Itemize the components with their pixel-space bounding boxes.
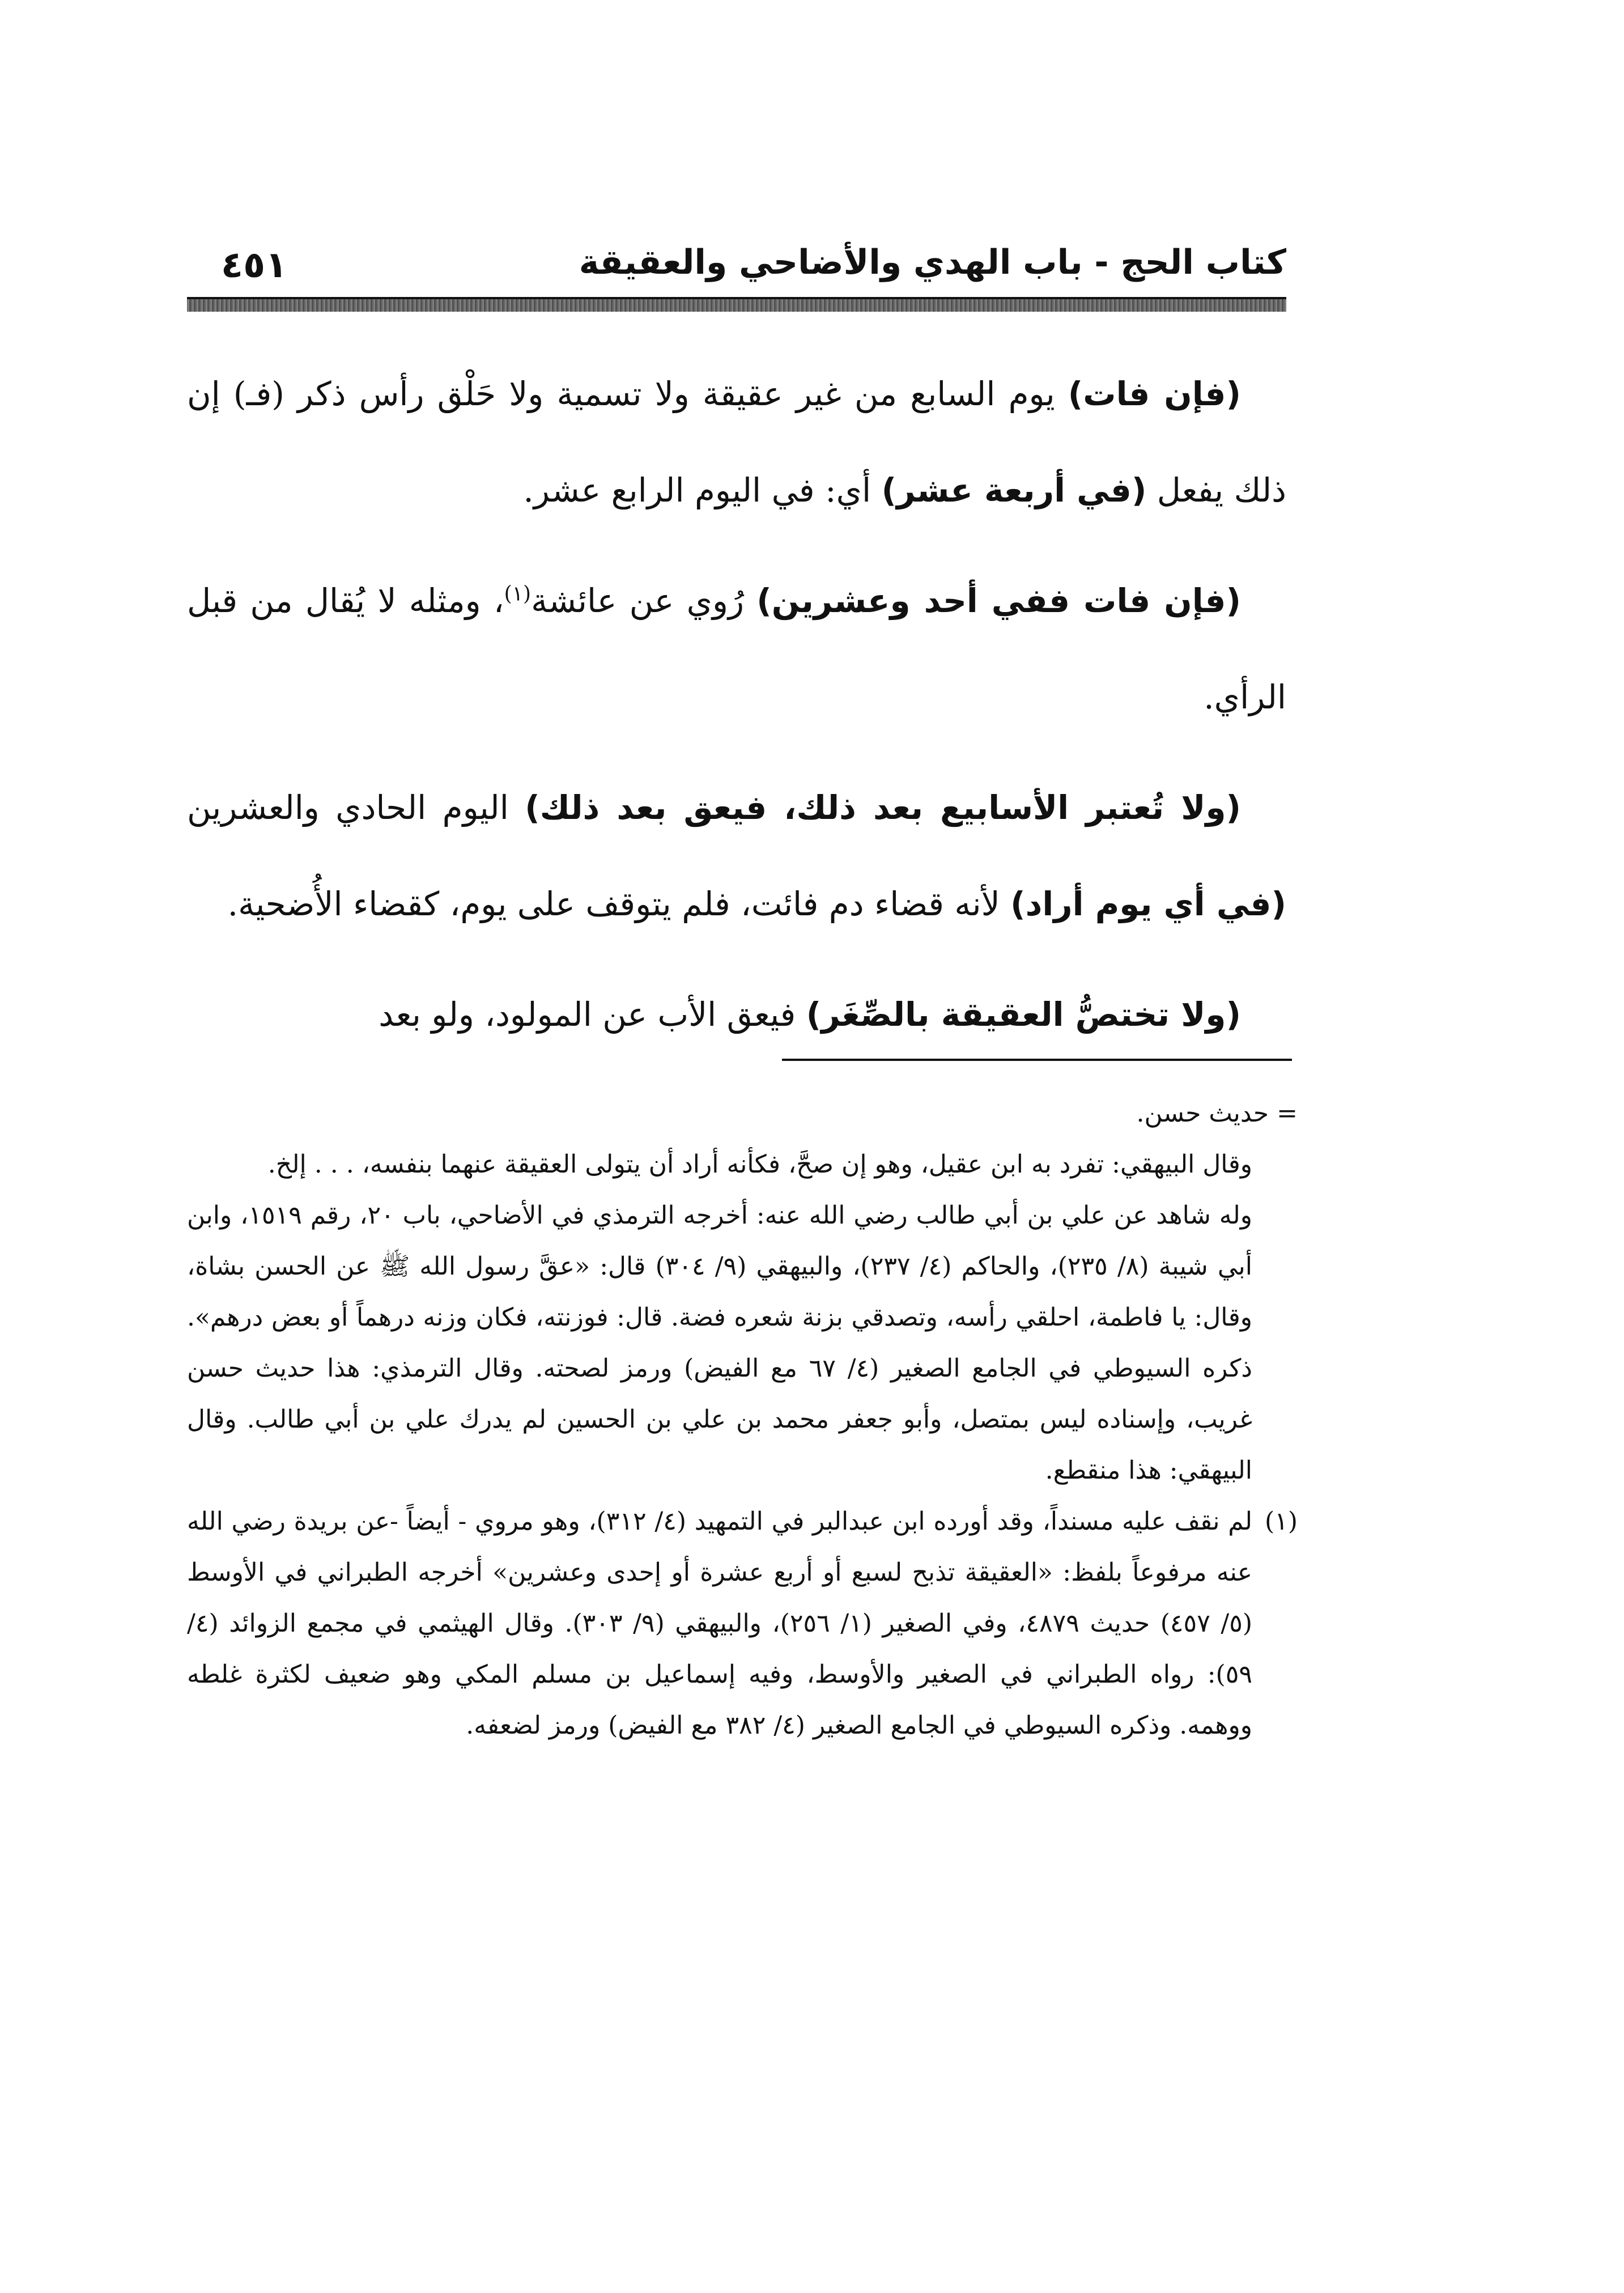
footnote-separator	[782, 1059, 1292, 1061]
paragraph-text: أي: في اليوم الرابع عشر.	[523, 471, 882, 509]
chapter-title: كتاب الحج - باب الهدي والأضاحي والعقيقة	[579, 243, 1286, 282]
footnote-item	[187, 1496, 1298, 1751]
footnote-text: لم نقف عليه مسنداً، وقد أورده ابن عبدالبر في التمهيد (٤/ ٣١٢)، وهو مروي - أيضاً -عن بريدة رضي الله عنه مرفوعاً بلفظ: «العقيقة تذبح لسبع أو أربع عشرة أو إحدى وعشرين» أخرجه الطبراني في الأوسط (٥/ ٤٥٧) حديث ٤٨٧٩، وفي الصغير (١/ ٢٥٦)، والبيهقي (٩/ ٣٠٣). وقال الهيثمي في مجمع الزوائد (٤/ ٥٩): رواه الطبراني في الصغير والأوسط، وفيه إسماعيل بن مسلم المكي وهو ضعيف لكثرة غلطه ووهمه. وذكره السيوطي في الجامع الصغير (٤/ ٣٨٢ مع الفيض) ورمز لضعفه.	[187, 1507, 1253, 1740]
paragraph-text: ، ومثله لا يُقال من قبل الرأي.	[187, 581, 1286, 716]
paragraph-text: رُوي عن عائشة	[531, 581, 757, 620]
footnotes-section	[187, 1088, 1298, 1751]
footnote-number: (١)	[1265, 1507, 1298, 1536]
bold-phrase: (فإن فات)	[1068, 375, 1242, 413]
footnote-continuation: = حديث حسن.	[1136, 1099, 1298, 1128]
header-rule-band	[187, 299, 1286, 312]
paragraph-text: يوم السابع من غير عقيقة ولا تسمية ولا حَلْق رأس ذكر (فـ) إن ذلك يفعل	[187, 375, 1286, 509]
bold-phrase: (ولا تختصُّ العقيقة بالصِّغَر)	[806, 995, 1241, 1034]
paragraph-text: فيعق الأب عن المولود، ولو بعد	[379, 995, 806, 1034]
paragraph	[187, 346, 1286, 538]
footnote-marker[interactable]: (١)	[504, 582, 532, 606]
bold-phrase: (فإن فات ففي أحد وعشرين)	[756, 581, 1241, 620]
paragraph-text: اليوم الحادي والعشرين	[187, 788, 525, 827]
page-number: ٤٥١	[221, 244, 288, 286]
main-text	[187, 346, 1286, 1077]
bold-phrase: (في أي يوم أراد)	[1010, 885, 1286, 923]
paragraph	[187, 759, 1286, 952]
bold-phrase: (في أربعة عشر)	[881, 471, 1147, 509]
footnote-paragraph: وقال البيهقي: تفرد به ابن عقيل، وهو إن صحَّ، فكأنه أراد أن يتولى العقيقة عنهما بنفسه، . . . إلخ.	[267, 1150, 1252, 1179]
paragraph	[187, 553, 1286, 745]
paragraph	[187, 966, 1286, 1063]
bold-phrase: (ولا تُعتبر الأسابيع بعد ذلك، فيعق بعد ذلك)	[525, 788, 1242, 827]
running-header	[187, 237, 1286, 299]
paragraph-text: لأنه قضاء دم فائت، فلم يتوقف على يوم، كقضاء الأُضحية.	[227, 885, 1011, 923]
footnote-paragraph: وله شاهد عن علي بن أبي طالب رضي الله عنه: أخرجه الترمذي في الأضاحي، باب ٢٠، رقم ١٥١٩، وابن أبي شيبة (٨/ ٢٣٥)، والحاكم (٤/ ٢٣٧)، والبيهقي (٩/ ٣٠٤) قال: «عقَّ رسول الله ﷺ عن الحسن بشاة، وقال: يا فاطمة، احلقي رأسه، وتصدقي بزنة شعره فضة. قال: فوزنته، فكان وزنه درهماً أو بعض درهم». ذكره السيوطي في الجامع الصغير (٤/ ٦٧ مع الفيض) ورمز لصحته. وقال الترمذي: هذا حديث حسن غريب، وإسناده ليس بمتصل، وأبو جعفر محمد بن علي بن الحسين لم يدرك علي بن أبي طالب. وقال البيهقي: هذا منقطع.	[187, 1201, 1252, 1485]
